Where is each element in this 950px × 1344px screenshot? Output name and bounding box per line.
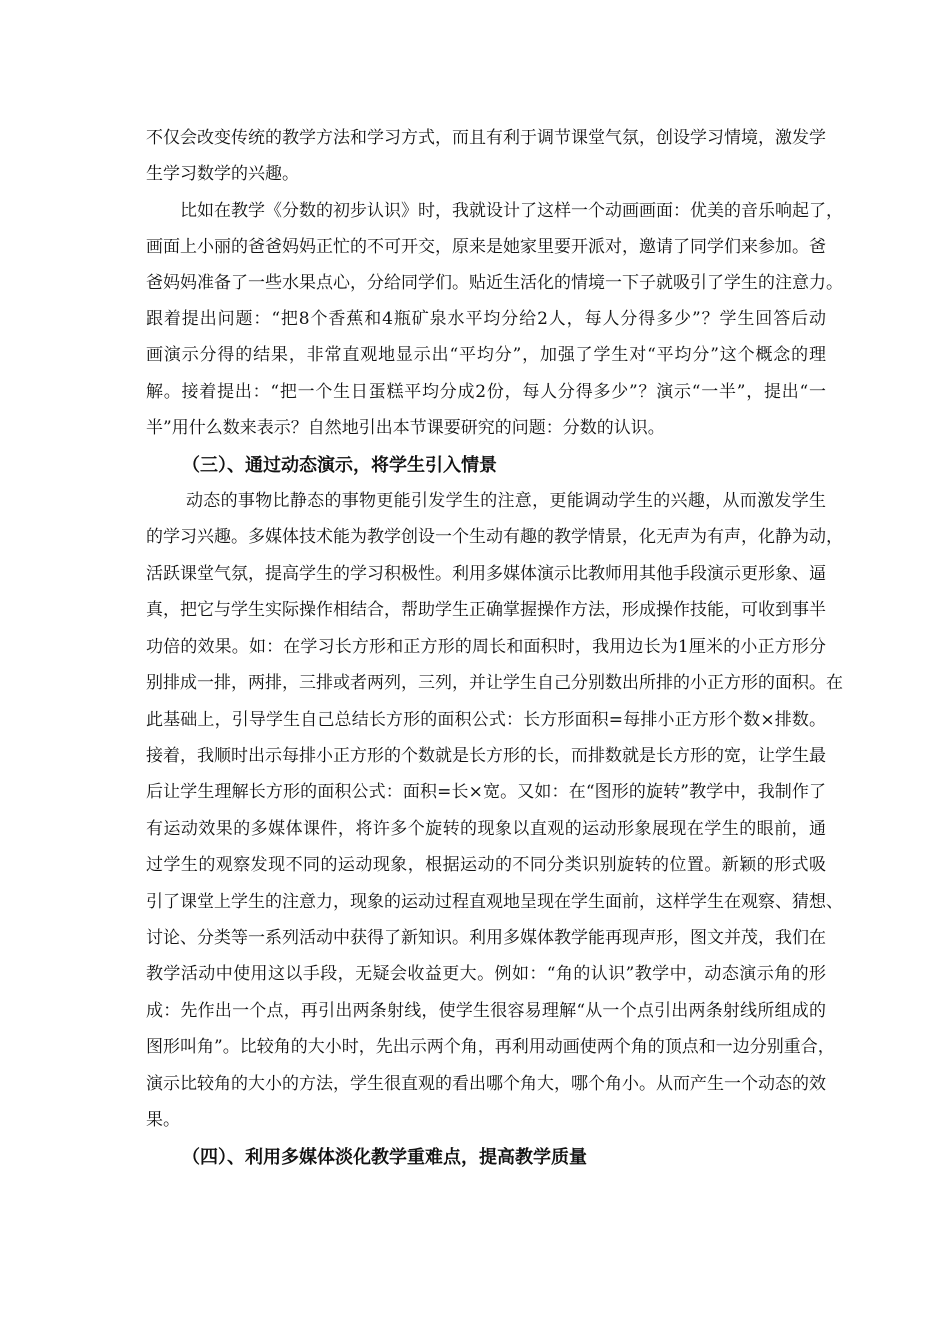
paragraph-line: 过学生的观察发现不同的运动现象，根据运动的不同分类识别旋转的位置。新颖的形式吸 — [146, 855, 826, 875]
paragraph-line: 讨论、分类等一系列活动中获得了新知识。利用多媒体教学能再现声形，图文并茂，我们在 — [146, 928, 826, 948]
paragraph-line: 爸妈妈准备了一些水果点心，分给同学们。贴近生活化的情境一下子就吸引了学生的注意力。 — [146, 273, 843, 293]
paragraph-line: 比如在教学《分数的初步认识》时，我就设计了这样一个动画画面：优美的音乐响起了， — [180, 201, 843, 221]
paragraph-line: 接着，我顺时出示每排小正方形的个数就是长方形的长，而排数就是长方形的宽，让学生最 — [146, 746, 826, 766]
paragraph-line: 解。接着提出：“把一个生日蛋糕平均分成2份，每人分得多少”？演示“一半”，提出“一 — [146, 382, 826, 402]
paragraph-line: 画面上小丽的爸爸妈妈正忙的不可开交，原来是她家里要开派对，邀请了同学们来参加。爸 — [146, 237, 826, 257]
section-heading: （四）、利用多媒体淡化教学重难点，提高教学质量 — [182, 1147, 587, 1168]
paragraph-line: 有运动效果的多媒体课件，将许多个旋转的现象以直观的运动形象展现在学生的眼前，通 — [146, 819, 826, 839]
paragraph-line: 跟着提出问题：“把8个香蕉和4瓶矿泉水平均分给2人，每人分得多少”？学生回答后动 — [146, 309, 826, 329]
paragraph-line: 真，把它与学生实际操作相结合，帮助学生正确掌握操作方法，形成操作技能，可收到事半 — [146, 600, 826, 620]
paragraph-line: 后让学生理解长方形的面积公式：面积=长×宽。又如：在“图形的旋转”教学中，我制作了 — [146, 782, 826, 802]
paragraph-line: 不仅会改变传统的教学方法和学习方式，而且有利于调节课堂气氛，创设学习情境，激发学 — [146, 128, 826, 148]
paragraph-line: 演示比较角的大小的方法，学生很直观的看出哪个角大，哪个角小。从而产生一个动态的效 — [146, 1074, 826, 1094]
paragraph-line: 果。 — [146, 1110, 180, 1130]
paragraph-line: 功倍的效果。如：在学习长方形和正方形的周长和面积时，我用边长为1厘米的小正方形分 — [146, 637, 826, 657]
section-heading: （三）、通过动态演示，将学生引入情景 — [182, 455, 497, 476]
paragraph-line: 图形叫角”。比较角的大小时，先出示两个角，再利用动画使两个角的顶点和一边分别重合， — [146, 1037, 835, 1057]
paragraph-line: 引了课堂上学生的注意力，现象的运动过程直观地呈现在学生面前，这样学生在观察、猜想、 — [146, 892, 843, 912]
paragraph-line: 画演示分得的结果，非常直观地显示出“平均分”，加强了学生对“平均分”这个概念的理 — [146, 345, 826, 365]
paragraph-line: 别排成一排，两排，三排或者两列，三列，并让学生自己分别数出所排的小正方形的面积。在 — [146, 673, 843, 693]
paragraph-line: 活跃课堂气氛，提高学生的学习积极性。利用多媒体演示比教师用其他手段演示更形象、逼 — [146, 564, 826, 584]
paragraph-line: 的学习兴趣。多媒体技术能为教学创设一个生动有趣的教学情景，化无声为有声，化静为动， — [146, 527, 843, 547]
paragraph-line: 生学习数学的兴趣。 — [146, 164, 299, 184]
paragraph-line: 半”用什么数来表示？自然地引出本节课要研究的问题：分数的认识。 — [146, 418, 665, 438]
paragraph-line: 此基础上，引导学生自己总结长方形的面积公式：长方形面积=每排小正方形个数×排数。 — [146, 710, 826, 730]
paragraph-line: 教学活动中使用这以手段，无疑会收益更大。例如：“角的认识”教学中，动态演示角的形 — [146, 964, 826, 984]
paragraph-line: 动态的事物比静态的事物更能引发学生的注意，更能调动学生的兴趣，从而激发学生 — [186, 491, 826, 511]
paragraph-line: 成：先作出一个点，再引出两条射线，使学生很容易理解“从一个点引出两条射线所组成的 — [146, 1001, 826, 1021]
